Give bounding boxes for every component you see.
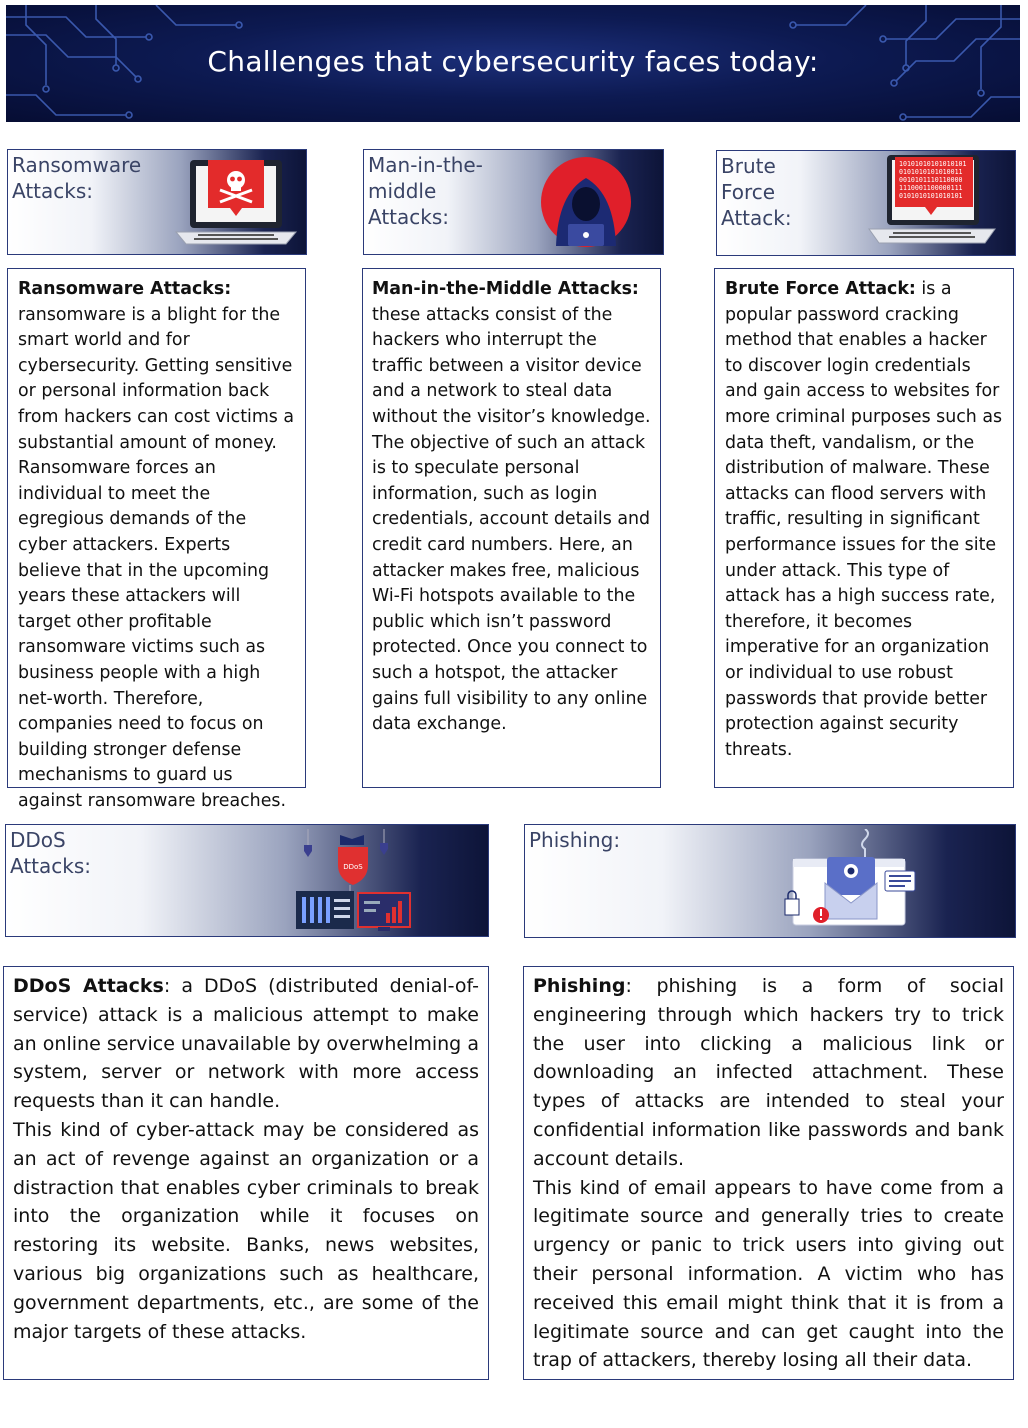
phishing-paragraph-1 (533, 972, 1004, 1174)
mitm-title: Man-in-the-Middle Attacks: (372, 279, 639, 299)
phishing-header-label: Phishing: (529, 828, 621, 852)
phishing-body-1: : phishing is a form of social engineering through which hackers try to trick the user into clicking a malicious link or downloading an infected attachment. These types of attacks are intended to steal your confidential information like passwords and bank account details. (533, 975, 1004, 1170)
bruteforce-header (716, 150, 1016, 256)
hacker-icon (538, 154, 634, 250)
ddos-header (5, 824, 489, 937)
binary-line: 0101010101010011 (899, 168, 963, 176)
laptop-skull-icon (174, 154, 298, 248)
phishing-header (524, 824, 1016, 938)
phishing-box (523, 966, 1014, 1380)
bruteforce-title: Brute Force Attack: (725, 279, 916, 299)
bruteforce-box (714, 268, 1014, 788)
ddos-paragraph-2 (13, 1116, 479, 1346)
binary-line: 1110001100000111 (899, 184, 963, 192)
ddos-body-2: This kind of cyber-attack may be considered as an act of revenge against an organization or a distraction that enables cyber criminals to break into the organization while it focuses on restoring its website. Banks, news websites, various big organizations such as healthcare, government departments, etc., are some of the major targets of these attacks. (13, 1118, 479, 1343)
phishing-title: Phishing (533, 975, 626, 997)
ransomware-header (7, 149, 307, 255)
mitm-box (362, 268, 661, 788)
binary-line: 10101010101010101 (899, 160, 967, 168)
ddos-server-icon (294, 829, 418, 931)
phishing-paragraph-2 (533, 1174, 1004, 1376)
ransomware-box (7, 268, 306, 811)
ddos-title: DDoS Attacks (13, 975, 164, 997)
ransomware-body: ransomware is a blight for the smart world and for cybersecurity. Getting sensitive or personal information back from hackers can cost victims a substantial amount of money. Ransomware forces an individual to meet the egregious demands of the cyber attackers. Experts believe that in the upcoming years these attackers will target other profitable ransomware victims such as business people with a high net-worth. Therefore, companies need to focus on building stronger defense mechanisms to guard us against ransomware breaches. (18, 304, 295, 811)
ddos-box (3, 966, 489, 1380)
bruteforce-body: is a popular password cracking method that enables a hacker to discover login credentials and gain access to websites for more criminal purposes such as data theft, vandalism, or the distribution of malware. These attacks can flood servers with traffic, resulting in significant performance issues for the site under attack. This type of attack has a high success rate, therefore, it becomes imperative for an organization or individual to use robust passwords that provide better protection against security threats. (725, 279, 1003, 760)
ransomware-text (18, 277, 295, 814)
phishing-body-2: This kind of email appears to have come from a legitimate source and generally tries to create urgency or panic to trick users into giving out their personal information. A victim who has received this email might think that it is from a legitimate source and can get caught into the trap of attackers, thereby losing all their data. (533, 1176, 1004, 1372)
ddos-paragraph-1 (13, 972, 479, 1116)
ddos-body-1: : a DDoS (distributed denial-of-service) attack is a malicious attempt to make an online service unavailable by overwhelming a system, server or network with more access requests than it can handle. (13, 975, 479, 1113)
laptop-binary-icon (865, 153, 999, 249)
ransomware-title: Ransomware Attacks: (18, 279, 232, 299)
phishing-email-icon (781, 829, 921, 933)
ransomware-header-label: Ransomware Attacks: (12, 153, 142, 203)
binary-line: 0101010101010101 (899, 192, 963, 200)
bruteforce-header-label: Brute Force Attack: (721, 154, 792, 230)
mitm-body: these attacks consist of the hackers who interrupt the traffic between a visitor device and a network to steal data without the visitor’s knowledge. The objective of such an attack is to speculate personal information, such as login credentials, account details and credit card numbers. Here, an attacker makes free, malicious Wi-Fi hotspots available to the public which isn’t password protected. Once you connect to such a hotspot, the attacker gains full visibility to any online data exchange. (372, 304, 651, 735)
mitm-header (363, 149, 664, 255)
bruteforce-text (725, 277, 1005, 763)
ddos-icon-label: DDoS (343, 863, 363, 871)
banner-title: Challenges that cybersecurity faces today: (207, 45, 819, 78)
title-banner (6, 5, 1020, 122)
mitm-header-label: Man-in-the- middle Attacks: (368, 153, 483, 229)
mitm-text (372, 277, 652, 738)
ddos-header-label: DDoS Attacks: (10, 828, 92, 878)
binary-line: 0010101110110000 (899, 176, 963, 184)
